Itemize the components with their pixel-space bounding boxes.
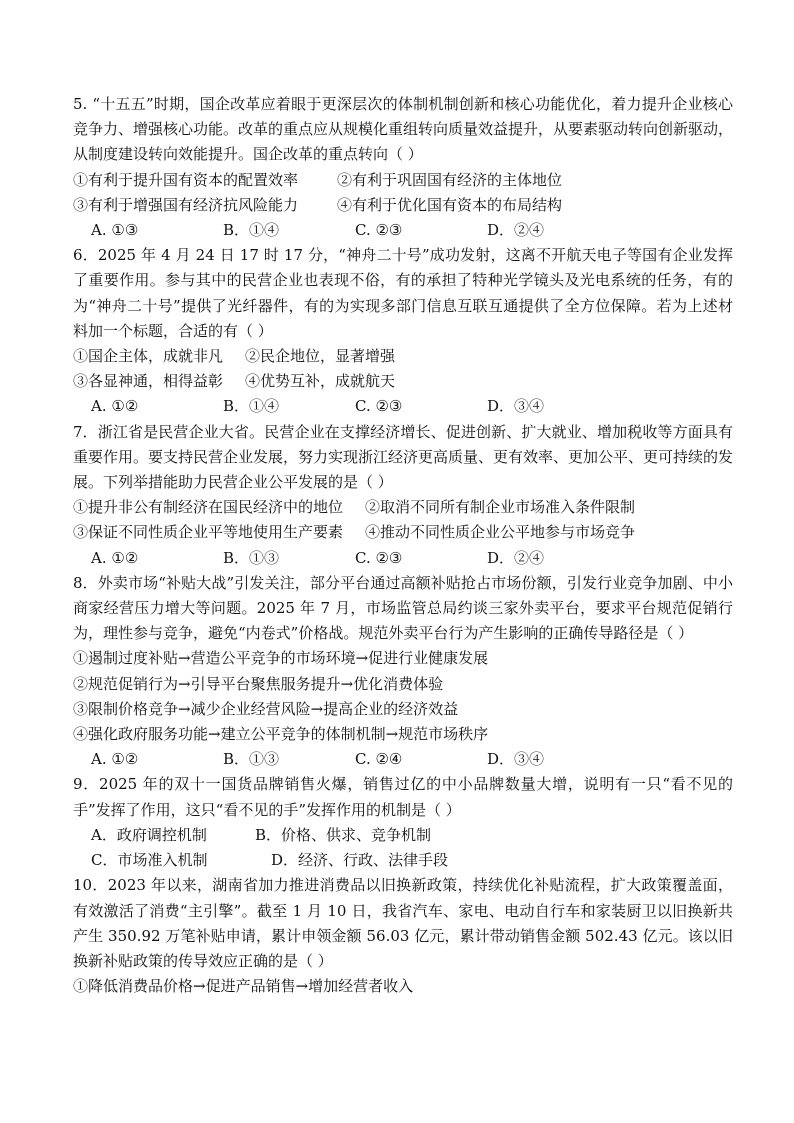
q7-item-2: ②取消不同所有制企业市场准入条件限制 xyxy=(365,498,636,517)
option-a[interactable]: A. ①② xyxy=(91,397,139,416)
option-a[interactable]: A. ①② xyxy=(91,548,139,567)
option-b[interactable]: B．价格、供求、竞争机制 xyxy=(255,825,432,844)
q7-item-3: ③保证不同性质企业平等地使用生产要素 xyxy=(73,523,344,542)
question-10 xyxy=(73,873,733,999)
q9-options-row-2 xyxy=(73,848,733,873)
option-d[interactable]: D．③④ xyxy=(487,397,545,416)
option-a[interactable]: A. ①② xyxy=(91,750,139,769)
q7-options xyxy=(73,546,733,571)
option-d[interactable]: D．③④ xyxy=(487,750,545,769)
option-d[interactable]: D．经济、行政、法律手段 xyxy=(271,851,449,870)
q7-item-1: ①提升非公有制经济在国民经济中的地位 xyxy=(73,498,344,517)
q8-item-4: ④强化政府服务功能→建立公平竞争的体制机制→规范市场秩序 xyxy=(73,725,489,744)
question-9 xyxy=(73,772,733,873)
option-a[interactable]: A．政府调控机制 xyxy=(91,825,207,844)
question-9-stem: 9．2025 年的双十一国货品牌销售火爆，销售过亿的中小品牌数量大增，说明有一只“看不见的手”发挥了作用，这只“看不见的手”发挥作用的机制是（ ） xyxy=(73,775,733,819)
q6-options xyxy=(73,394,733,419)
q8-item-3: ③限制价格竞争→减少企业经营风险→提高企业的经济效益 xyxy=(73,699,459,718)
question-6 xyxy=(73,243,733,419)
question-6-stem: 6．2025 年 4 月 24 日 17 时 17 分，“神舟二十号”成功发射，这离不开航天电子等国有企业发挥了重要作用。参与其中的民营企业也表现不俗，有的承担了特种光学镜头及光电系统的任务，有的为“神舟二十号”提供了光纤器件，有的为实现多部门信息互联互通提供了全方位保障。若为上述材料加一个标题，合适的有（ ） xyxy=(73,246,733,340)
q8-item-1: ①遏制过度补贴→营造公平竞争的市场环境→促进行业健康发展 xyxy=(73,649,489,668)
option-d[interactable]: D．②④ xyxy=(487,221,545,240)
option-c[interactable]: C. ②③ xyxy=(355,221,403,240)
q5-options xyxy=(73,218,733,243)
q6-item-2: ②民企地位，显著增强 xyxy=(245,347,396,366)
q5-item-1: ①有利于提升国有资本的配置效率 xyxy=(73,170,299,189)
option-b[interactable]: B．①③ xyxy=(223,548,280,567)
q5-item-3: ③有利于增强国有经济抗风险能力 xyxy=(73,195,299,214)
question-7-stem: 7．浙江省是民营企业大省。民营企业在支撑经济增长、促进创新、扩大就业、增加税收等方面具有重要作用。要支持民营企业发展，努力实现浙江经济更高质量、更有效率、更加公平、更可持续的发展。下列举措能助力民营企业公平发展的是（ ） xyxy=(73,422,734,492)
question-8-stem: 8．外卖市场“补贴大战”引发关注，部分平台通过高额补贴抢占市场份额，引发行业竞争加剧、中小商家经营压力增大等问题。2025 年 7 月，市场监管总局约谈三家外卖平台，要求平台规范促销行为，理性参与竞争，避免“内卷式”价格战。规范外卖平台行为产生影响的正确传导路径是（ ） xyxy=(73,573,733,643)
q6-item-1: ①国企主体，成就非凡 xyxy=(73,347,224,366)
exam-page xyxy=(73,92,733,999)
q9-options-row-1 xyxy=(73,823,733,848)
q6-item-3: ③各显神通，相得益彰 xyxy=(73,372,224,391)
option-c[interactable]: C. ②③ xyxy=(355,397,403,416)
q7-item-4: ④推动不同性质企业公平地参与市场竞争 xyxy=(365,523,636,542)
option-d[interactable]: D．②④ xyxy=(487,548,545,567)
option-c[interactable]: C. ②④ xyxy=(355,750,403,769)
option-b[interactable]: B．①④ xyxy=(223,221,280,240)
option-b[interactable]: B．①③ xyxy=(223,750,280,769)
option-a[interactable]: A. ①③ xyxy=(91,221,139,240)
option-b[interactable]: B．①④ xyxy=(223,397,280,416)
option-c[interactable]: C．市场准入机制 xyxy=(91,851,208,870)
q5-item-4: ④有利于优化国有资本的布局结构 xyxy=(337,195,563,214)
option-c[interactable]: C. ②③ xyxy=(355,548,403,567)
question-7 xyxy=(73,420,733,571)
q10-item-1: ①降低消费品价格→促进产品销售→增加经营者收入 xyxy=(73,977,414,996)
question-8 xyxy=(73,571,733,773)
q5-item-2: ②有利于巩固国有经济的主体地位 xyxy=(337,170,563,189)
q8-options xyxy=(73,747,733,772)
question-5 xyxy=(73,92,733,243)
q6-item-4: ④优势互补，成就航天 xyxy=(245,372,396,391)
question-5-stem: 5. “十五五”时期，国企改革应着眼于更深层次的体制机制创新和核心功能优化，着力提升企业核心竞争力、增强核心功能。改革的重点应从规模化重组转向质量效益提升，从要素驱动转向创新驱动，从制度建设转向效能提升。国企改革的重点转向（ ） xyxy=(73,95,734,164)
q8-item-2: ②规范促销行为→引导平台聚焦服务提升→优化消费体验 xyxy=(73,674,444,693)
question-10-stem: 10．2023 年以来，湖南省加力推进消费品以旧换新政策，持续优化补贴流程，扩大政策覆盖面，有效激活了消费“主引擎”。截至 1 月 10 日，我省汽车、家电、电动自行车和家装厨卫以旧换新共产生 350.92 万笔补贴申请，累计申领金额 56.03 亿元，累计带动销售金额 502.43 亿元。该以旧换新补贴政策的传导效应正确的是（ ） xyxy=(73,876,733,970)
